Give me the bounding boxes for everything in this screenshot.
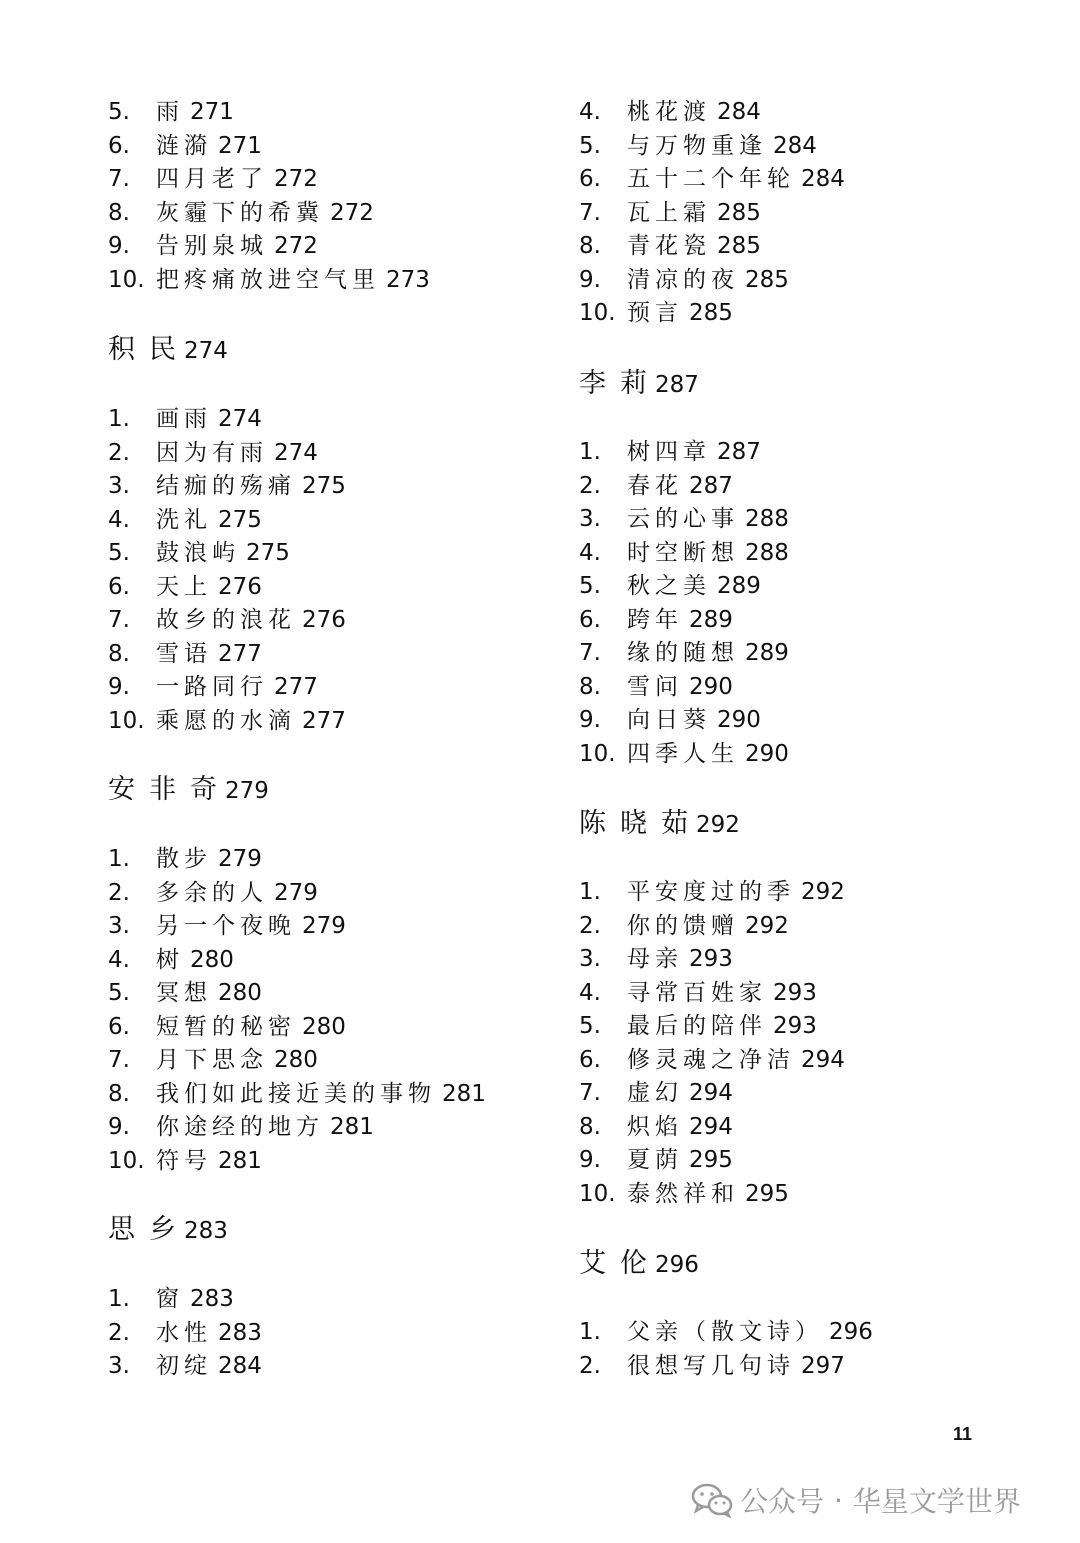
toc-entry: [108, 704, 346, 738]
entry-number: 2.: [108, 439, 130, 466]
entry-title: 雪语: [156, 640, 212, 667]
entry-number: 2.: [579, 472, 601, 499]
entry-title: 夏荫: [627, 1147, 683, 1173]
entry-title: 雪问: [627, 673, 683, 700]
entry-page: 285: [717, 233, 761, 259]
entry-page: 287: [689, 472, 733, 499]
entry-page: 271: [218, 132, 262, 159]
entry-title: 平安度过的季: [627, 879, 795, 905]
entry-number: 6.: [108, 573, 130, 600]
entry-title: 一路同行: [156, 674, 268, 700]
entry-title: 修灵魂之净洁: [627, 1046, 795, 1073]
entry-title: 乘愿的水滴: [156, 707, 296, 734]
entry-page: 284: [801, 166, 845, 192]
page-number: 11: [953, 1424, 973, 1444]
entry-number: 9.: [579, 266, 601, 293]
entry-page: 290: [689, 673, 733, 700]
entry-number: 9.: [108, 233, 130, 259]
entry-number: 7.: [108, 607, 130, 633]
entry-page: 277: [302, 707, 346, 734]
entry-page: 273: [386, 266, 430, 293]
toc-entry: [579, 976, 817, 1010]
toc-entry: [579, 1349, 845, 1383]
entry-title: 青花瓷: [627, 233, 711, 259]
toc-entry: [108, 603, 346, 637]
toc-entry: [108, 536, 290, 570]
entry-number: 1.: [579, 879, 601, 905]
toc-entry: [108, 842, 262, 876]
entry-page: 280: [218, 980, 262, 1006]
entry-number: 1.: [108, 1286, 130, 1312]
entry-number: 8.: [108, 640, 130, 667]
entry-title: 散步: [156, 846, 212, 872]
author-name: 安非奇: [108, 774, 231, 805]
entry-page: 277: [274, 674, 318, 700]
entry-number: 10.: [579, 740, 616, 767]
entry-page: 292: [801, 879, 845, 905]
entry-number: 2.: [579, 1352, 601, 1379]
entry-page: 275: [218, 506, 262, 533]
toc-entry: [579, 942, 733, 976]
author-page: 292: [696, 812, 740, 838]
entry-number: 5.: [579, 573, 601, 599]
watermark: [690, 1479, 1021, 1521]
toc-entry: [579, 636, 789, 670]
toc-entry: [108, 1144, 262, 1178]
entry-page: 280: [190, 946, 234, 973]
entry-page: 283: [190, 1286, 234, 1312]
entry-title: 多余的人: [156, 879, 268, 906]
entry-page: 284: [773, 132, 817, 159]
entry-page: 272: [330, 199, 374, 226]
entry-title: 故乡的浪花: [156, 607, 296, 633]
toc-entry: [579, 469, 733, 503]
entry-page: 283: [218, 1319, 262, 1346]
entry-number: 7.: [579, 1080, 601, 1106]
entry-page: 292: [745, 912, 789, 939]
entry-title: 我们如此接近美的事物: [156, 1080, 436, 1107]
entry-title: 树: [156, 946, 184, 973]
entry-title: 月下思念: [156, 1047, 268, 1073]
entry-number: 6.: [108, 1013, 130, 1040]
wechat-icon: [690, 1482, 734, 1518]
entry-page: 280: [274, 1047, 318, 1073]
entry-page: 276: [218, 573, 262, 600]
entry-page: 285: [689, 300, 733, 326]
toc-entry: [579, 162, 845, 196]
toc-entry: [108, 129, 262, 163]
toc-entry: [108, 637, 262, 671]
toc-entry: [579, 1110, 733, 1144]
entry-page: 288: [745, 506, 789, 532]
entry-title: 桃花渡: [627, 99, 711, 125]
entry-title: 鼓浪屿: [156, 540, 240, 566]
entry-title: 结痂的殇痛: [156, 473, 296, 499]
entry-title: 母亲: [627, 946, 683, 972]
entry-number: 7.: [108, 166, 130, 192]
entry-title: 另一个夜晚: [156, 913, 296, 939]
toc-entry: [108, 95, 234, 129]
entry-page: 294: [689, 1113, 733, 1140]
entry-title: 画雨: [156, 406, 212, 432]
entry-title: 向日葵: [627, 707, 711, 733]
toc-entry: [579, 296, 733, 330]
entry-page: 285: [745, 266, 789, 293]
entry-number: 3.: [108, 473, 130, 499]
entry-number: 7.: [579, 199, 601, 226]
entry-number: 5.: [579, 132, 601, 159]
toc-entry: [579, 95, 761, 129]
entry-number: 3.: [579, 506, 601, 532]
author-page: 279: [225, 778, 269, 804]
toc-entry: [108, 1349, 262, 1383]
toc-entry: [579, 1043, 845, 1077]
toc-entry: [579, 1143, 733, 1177]
entry-number: 5.: [579, 1013, 601, 1039]
author-name: 积民: [108, 334, 190, 365]
entry-number: 9.: [579, 707, 601, 733]
entry-title: 与万物重逢: [627, 132, 767, 159]
entry-title: 清凉的夜: [627, 266, 739, 293]
toc-entry: [108, 909, 346, 943]
entry-number: 3.: [108, 1353, 130, 1379]
entry-page: 296: [829, 1319, 873, 1345]
toc-entry: [579, 569, 761, 603]
toc-entry: [579, 1076, 733, 1110]
entry-title: 泰然祥和: [627, 1180, 739, 1207]
entry-title: 四月老了: [156, 166, 268, 192]
toc-entry: [108, 670, 318, 704]
author-heading: [579, 1244, 699, 1284]
entry-title: 因为有雨: [156, 439, 268, 466]
author-heading: [108, 330, 228, 370]
entry-page: 281: [330, 1114, 374, 1140]
entry-page: 295: [745, 1180, 789, 1207]
author-name: 思乡: [108, 1214, 190, 1245]
entry-title: 预言: [627, 300, 683, 326]
entry-number: 1.: [579, 439, 601, 465]
entry-title: 寻常百姓家: [627, 979, 767, 1006]
entry-page: 271: [190, 99, 234, 125]
toc-entry: [108, 196, 374, 230]
entry-number: 10.: [108, 266, 145, 293]
toc-entry: [579, 129, 817, 163]
entry-page: 293: [689, 946, 733, 972]
entry-title: 四季人生: [627, 740, 739, 767]
toc-entry: [108, 976, 262, 1010]
entry-number: 2.: [108, 879, 130, 906]
entry-number: 10.: [108, 707, 145, 734]
toc-entry: [108, 1077, 486, 1111]
entry-number: 1.: [108, 846, 130, 872]
toc-entry: [579, 196, 761, 230]
entry-title: 缘的随想: [627, 640, 739, 666]
entry-number: 8.: [579, 233, 601, 259]
toc-entry: [108, 876, 318, 910]
entry-number: 3.: [579, 946, 601, 972]
entry-number: 9.: [579, 1147, 601, 1173]
entry-title: 雨: [156, 99, 184, 125]
entry-page: 294: [801, 1046, 845, 1073]
entry-page: 279: [274, 879, 318, 906]
entry-number: 4.: [579, 99, 601, 125]
entry-page: 280: [302, 1013, 346, 1040]
entry-title: 告别泉城: [156, 233, 268, 259]
author-name: 艾伦: [579, 1248, 661, 1279]
entry-title: 炽焰: [627, 1113, 683, 1140]
entry-number: 2.: [108, 1319, 130, 1346]
entry-page: 272: [274, 233, 318, 259]
toc-entry: [579, 536, 789, 570]
entry-page: 290: [745, 740, 789, 767]
entry-title: 把疼痛放进空气里: [156, 266, 380, 293]
entry-number: 4.: [108, 506, 130, 533]
entry-number: 6.: [579, 606, 601, 633]
entry-title: 涟漪: [156, 132, 212, 159]
author-heading: [579, 804, 740, 844]
toc-entry: [579, 703, 761, 737]
author-page: 274: [184, 338, 228, 364]
entry-title: 五十二个年轮: [627, 166, 795, 192]
entry-title: 水性: [156, 1319, 212, 1346]
entry-page: 293: [773, 1013, 817, 1039]
entry-title: 灰霾下的希冀: [156, 199, 324, 226]
author-heading: [579, 364, 699, 404]
toc-entry: [579, 603, 733, 637]
entry-page: 272: [274, 166, 318, 192]
entry-page: 294: [689, 1080, 733, 1106]
entry-number: 10.: [579, 1180, 616, 1207]
toc-entry: [108, 1010, 346, 1044]
entry-title: 秋之美: [627, 573, 711, 599]
entry-page: 274: [274, 439, 318, 466]
author-page: 287: [655, 372, 699, 398]
entry-title: 跨年: [627, 606, 683, 633]
author-page: 283: [184, 1218, 228, 1244]
entry-number: 5.: [108, 540, 130, 566]
toc-entry: [108, 436, 318, 470]
toc-entry: [108, 402, 262, 436]
entry-title: 窗: [156, 1286, 184, 1312]
entry-page: 290: [717, 707, 761, 733]
entry-title: 春花: [627, 472, 683, 499]
entry-title: 虚幻: [627, 1080, 683, 1106]
entry-title: 冥想: [156, 980, 212, 1006]
toc-entry: [579, 502, 789, 536]
entry-page: 287: [717, 439, 761, 465]
toc-entry: [579, 737, 789, 771]
entry-title: 符号: [156, 1147, 212, 1174]
toc-entry: [579, 229, 761, 263]
entry-number: 4.: [108, 946, 130, 973]
entry-page: 289: [689, 606, 733, 633]
toc-entry: [579, 909, 789, 943]
entry-title: 你途经的地方: [156, 1114, 324, 1140]
entry-title: 天上: [156, 573, 212, 600]
entry-number: 6.: [579, 166, 601, 192]
entry-number: 4.: [579, 539, 601, 566]
entry-page: 297: [801, 1352, 845, 1379]
entry-page: 279: [302, 913, 346, 939]
author-heading: [108, 1210, 228, 1250]
entry-title: 初绽: [156, 1353, 212, 1379]
toc-entry: [108, 1282, 234, 1316]
entry-number: 6.: [579, 1046, 601, 1073]
entry-page: 276: [302, 607, 346, 633]
entry-title: 树四章: [627, 439, 711, 465]
author-name: 陈晓茹: [579, 808, 702, 839]
entry-number: 8.: [108, 199, 130, 226]
entry-page: 293: [773, 979, 817, 1006]
entry-number: 5.: [108, 99, 130, 125]
watermark-separator: ·: [834, 1483, 843, 1517]
entry-page: 284: [717, 99, 761, 125]
toc-entry: [108, 1110, 374, 1144]
toc-entry: [579, 875, 845, 909]
entry-page: 281: [442, 1080, 486, 1107]
entry-number: 8.: [579, 673, 601, 700]
entry-number: 3.: [108, 913, 130, 939]
entry-number: 9.: [108, 674, 130, 700]
toc-entry: [108, 570, 262, 604]
entry-title: 时空断想: [627, 539, 739, 566]
watermark-name: 华星文学世界: [852, 1485, 1021, 1518]
entry-title: 洗礼: [156, 506, 212, 533]
entry-number: 1.: [579, 1319, 601, 1345]
entry-page: 281: [218, 1147, 262, 1174]
toc-entry: [579, 1315, 873, 1349]
toc-entry: [108, 1316, 262, 1350]
entry-page: 288: [745, 539, 789, 566]
entry-number: 8.: [579, 1113, 601, 1140]
author-heading: [108, 770, 269, 810]
toc-entry: [579, 670, 733, 704]
entry-number: 9.: [108, 1114, 130, 1140]
entry-title: 你的馈赠: [627, 912, 739, 939]
toc-entry: [108, 162, 318, 196]
entry-number: 6.: [108, 132, 130, 159]
entry-number: 5.: [108, 980, 130, 1006]
entry-page: 289: [745, 640, 789, 666]
entry-number: 8.: [108, 1080, 130, 1107]
entry-page: 285: [717, 199, 761, 226]
entry-page: 277: [218, 640, 262, 667]
watermark-account: 公众号: [740, 1485, 825, 1518]
entry-number: 7.: [108, 1047, 130, 1073]
entry-title: 短暂的秘密: [156, 1013, 296, 1040]
toc-entry: [579, 1009, 817, 1043]
entry-page: 275: [302, 473, 346, 499]
entry-page: 295: [689, 1147, 733, 1173]
entry-number: 7.: [579, 640, 601, 666]
toc-entry: [108, 469, 346, 503]
toc-entry: [108, 503, 262, 537]
author-page: 296: [655, 1252, 699, 1278]
entry-page: 289: [717, 573, 761, 599]
author-name: 李莉: [579, 368, 661, 399]
entry-page: 284: [218, 1353, 262, 1379]
entry-number: 2.: [579, 912, 601, 939]
toc-entry: [108, 1043, 318, 1077]
toc-entry: [108, 943, 234, 977]
toc-entry: [108, 229, 318, 263]
entry-title: 最后的陪伴: [627, 1013, 767, 1039]
entry-title: 很想写几句诗: [627, 1352, 795, 1379]
toc-entry: [579, 263, 789, 297]
entry-number: 1.: [108, 406, 130, 432]
entry-page: 275: [246, 540, 290, 566]
entry-title: 瓦上霜: [627, 199, 711, 226]
toc-entry: [579, 1177, 789, 1211]
toc-entry: [579, 435, 761, 469]
entry-title: 云的心事: [627, 506, 739, 532]
entry-page: 274: [218, 406, 262, 432]
entry-number: 4.: [579, 979, 601, 1006]
entry-number: 10.: [108, 1147, 145, 1174]
toc-entry: [108, 263, 430, 297]
entry-number: 10.: [579, 300, 616, 326]
entry-title: 父亲（散文诗）: [627, 1319, 823, 1345]
entry-page: 279: [218, 846, 262, 872]
